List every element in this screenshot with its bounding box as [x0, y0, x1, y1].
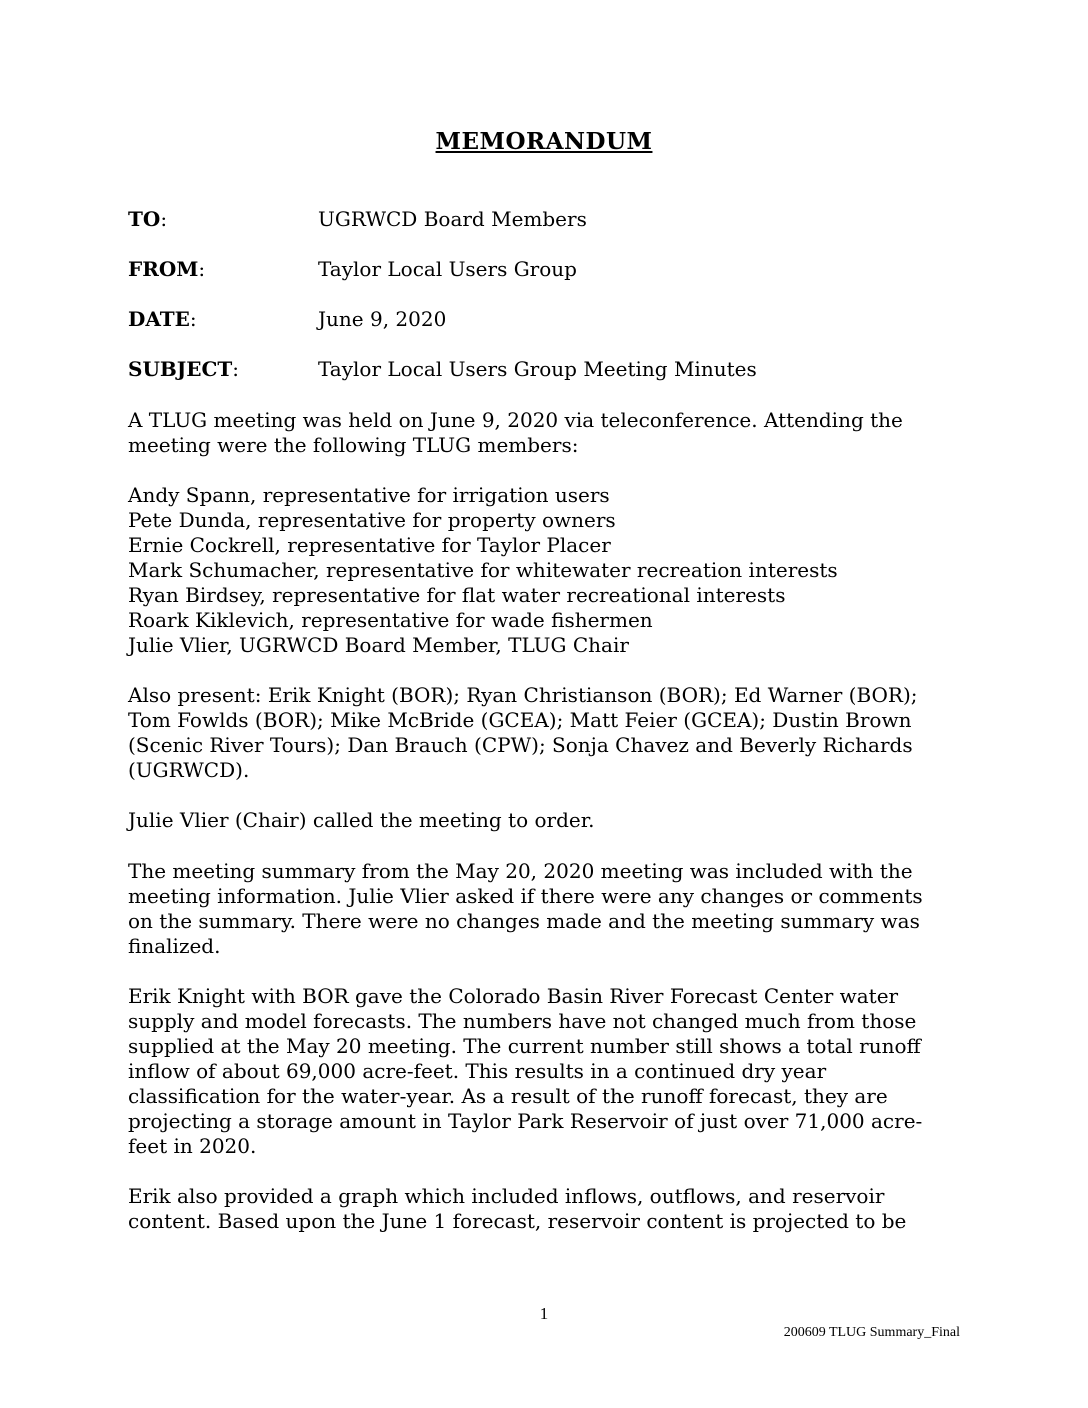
header-date-value: June 9, 2020: [318, 307, 447, 331]
list-item: Pete Dunda, representative for property owners: [128, 508, 616, 532]
list-item: Ryan Birdsey, representative for flat water recreational interests: [128, 583, 786, 607]
header-to-label: TO:: [128, 207, 168, 231]
header-to: [128, 207, 587, 232]
summary-paragraph: The meeting summary from the May 20, 2020 meeting was included with the meeting information. Julie Vlier asked if there were any changes or comments on the summary. There were no changes made and the meeting summary was finalized.: [128, 859, 923, 958]
intro-paragraph: A TLUG meeting was held on June 9, 2020 via teleconference. Attending the meeting were the following TLUG members:: [128, 408, 903, 457]
header-to-value: UGRWCD Board Members: [318, 207, 587, 231]
also-present-paragraph: Also present: Erik Knight (BOR); Ryan Christianson (BOR); Ed Warner (BOR); Tom Fowlds (BOR); Mike McBride (GCEA); Matt Feier (GCEA); Dustin Brown (Scenic River Tours); Dan Brauch (CPW); Sonja Chavez and Beverly Richards (UGRWCD).: [128, 683, 918, 782]
list-item: Mark Schumacher, representative for whitewater recreation interests: [128, 558, 838, 582]
list-item: Roark Kiklevich, representative for wade fishermen: [128, 608, 653, 632]
forecast-paragraph: Erik Knight with BOR gave the Colorado Basin River Forecast Center water supply and model forecasts. The numbers have not changed much from those supplied at the May 20 meeting. The current number still shows a total runoff inflow of about 69,000 acre-feet. This results in a continued dry year classification for the water-year. As a result of the runoff forecast, they are projecting a storage amount in Taylor Park Reservoir of just over 71,000 acre- feet in 2020.: [128, 984, 923, 1158]
header-from-label: FROM:: [128, 257, 206, 281]
header-from-value: Taylor Local Users Group: [318, 257, 577, 281]
call-to-order-paragraph: Julie Vlier (Chair) called the meeting to order.: [128, 808, 595, 832]
header-subject-value: Taylor Local Users Group Meeting Minutes: [318, 357, 757, 381]
header-date: [128, 307, 446, 332]
memo-title: MEMORANDUM: [435, 128, 653, 155]
graph-paragraph: Erik also provided a graph which included inflows, outflows, and reservoir content. Based upon the June 1 forecast, reservoir content is projected to be: [128, 1184, 907, 1233]
header-subject: [128, 357, 757, 382]
list-item: Andy Spann, representative for irrigation users: [128, 483, 610, 507]
members-list: [128, 483, 968, 658]
list-item: Julie Vlier, UGRWCD Board Member, TLUG Chair: [128, 633, 629, 657]
page-number: 1: [539, 1304, 549, 1323]
header-subject-label: SUBJECT:: [128, 357, 240, 381]
list-item: Ernie Cockrell, representative for Taylor Placer: [128, 533, 611, 557]
header-date-label: DATE:: [128, 307, 197, 331]
document-id: 200609 TLUG Summary_Final: [783, 1325, 960, 1340]
header-from: [128, 257, 577, 282]
